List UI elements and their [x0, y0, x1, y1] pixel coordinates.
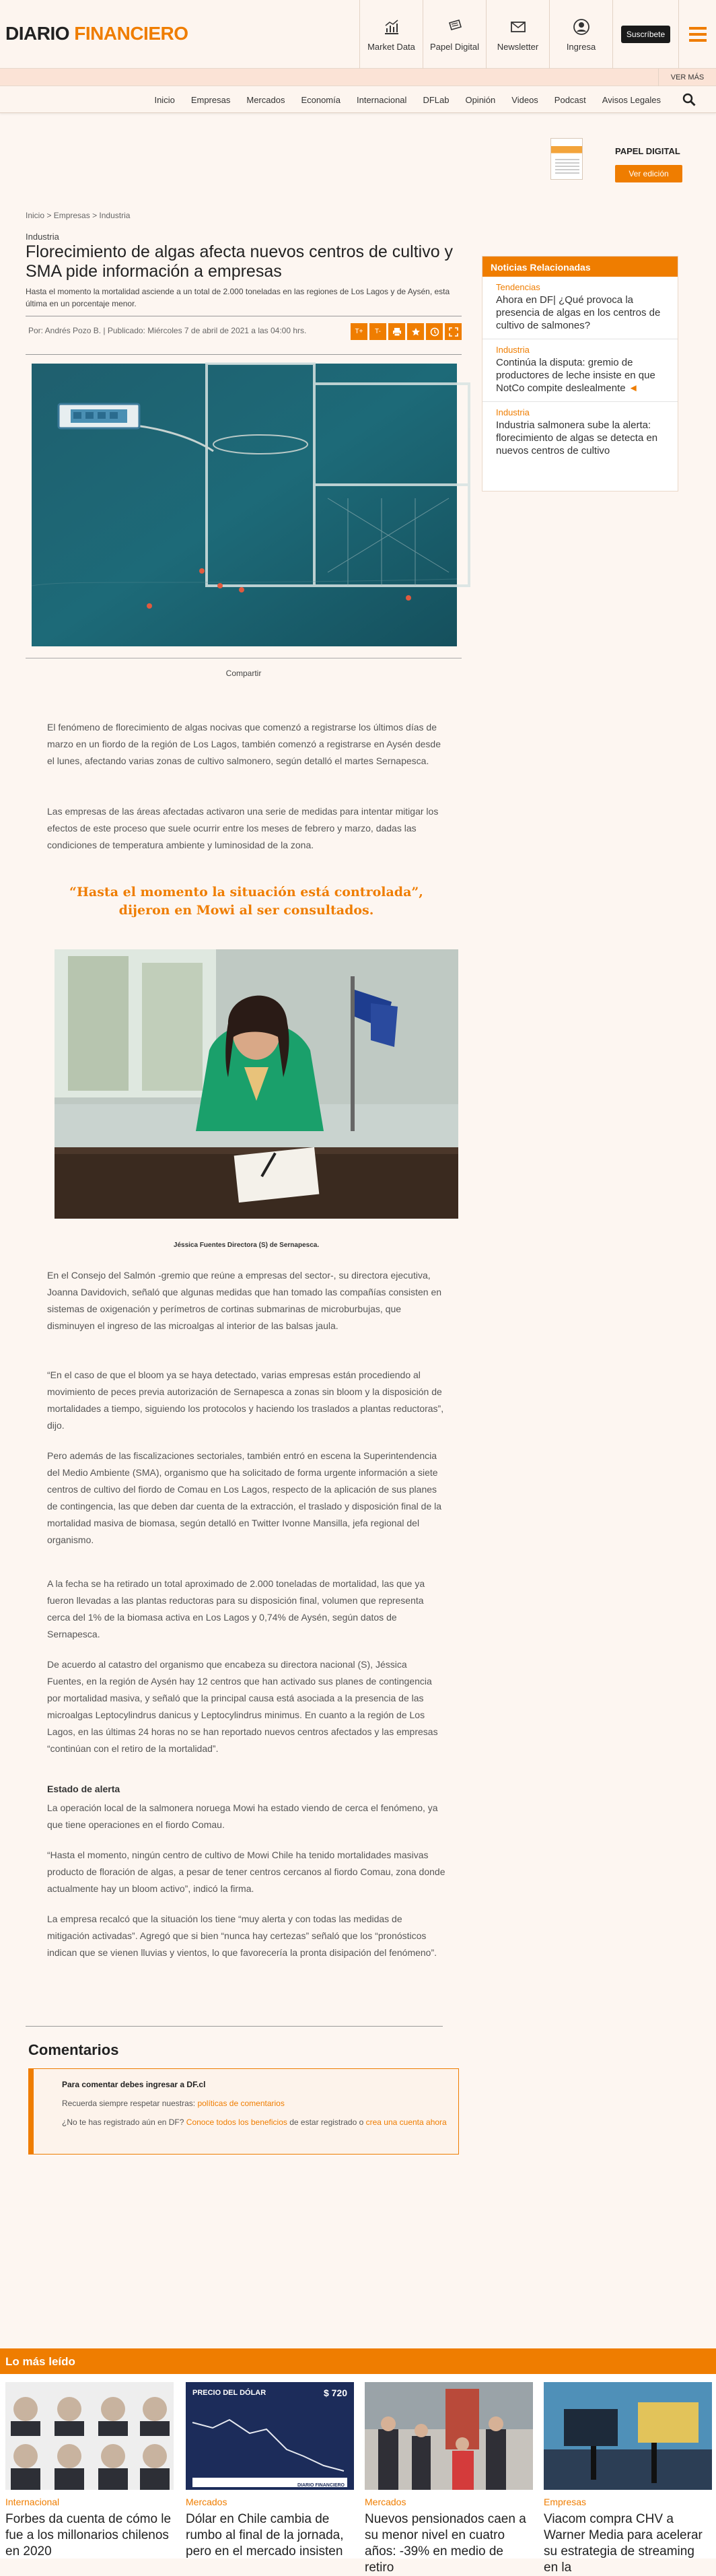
nav-podcast[interactable]: Podcast: [554, 94, 586, 105]
article-photo-director[interactable]: [55, 949, 458, 1219]
subheading-estado-alerta: Estado de alerta: [47, 1784, 120, 1794]
photo-caption: Jéssica Fuentes Directora (S) de Sernapesca.: [173, 1242, 320, 1249]
breadcrumb: Inicio > Empresas > Industria: [26, 211, 131, 220]
most-read-card[interactable]: Internacional Forbes da cuenta de cómo le fue a los millonarios chilenos en 2020: [5, 2382, 174, 2560]
market-data-button[interactable]: Market Data: [359, 0, 423, 69]
clock-icon[interactable]: [426, 323, 443, 340]
chart-label: PRECIO DEL DÓLAR: [192, 2389, 266, 2397]
chart-brand: DIARIO FINANCIERO: [297, 2483, 345, 2488]
article-paragraph: “En el caso de que el bloom ya se haya detectado, varias empresas están procediendo al movimiento de peces previa autorización de Sernapesca a zonas sin bloom y la disposición de mortalidades a tiempo, siguiendo los protocolos y haciendo los traslados a plantas reductoras”, dijo.: [47, 1369, 444, 1431]
article-title: Florecimiento de algas afecta nuevos centros de cultivo y SMA pide información a empresas: [26, 242, 454, 281]
benefits-link[interactable]: Conoce todos los beneficios: [186, 2117, 287, 2127]
most-read-card[interactable]: Mercados Nuevos pensionados caen a su menor nivel en cuatro años: -39% en medio de retiro: [365, 2382, 533, 2576]
secondary-bar: [0, 69, 716, 86]
star-icon[interactable]: [407, 323, 424, 340]
comments-title: Comentarios: [28, 2041, 119, 2058]
breadcrumb-empresas[interactable]: Empresas: [53, 211, 90, 220]
comments-policy-link[interactable]: políticas de comentarios: [197, 2099, 285, 2108]
nav-inicio[interactable]: Inicio: [154, 94, 175, 105]
newspaper-cover-thumbnail[interactable]: [550, 138, 583, 180]
comments-login-box: Para comentar debes ingresar a DF.cl Recuerda siempre respetar nuestras: políticas de comentarios ¿No te has registrado aún en DF? Conoce todos los beneficios de estar registrado o crea una cuenta ahora: [28, 2068, 459, 2155]
nav-videos[interactable]: Videos: [511, 94, 538, 105]
breadcrumb-industria[interactable]: Industria: [99, 211, 131, 220]
nav-opinion[interactable]: Opinión: [465, 94, 496, 105]
article-paragraph: El fenómeno de florecimiento de algas nocivas que comenzó a registrarse los últimos días de marzo en un fiordo de la región de Los Lagos, también comenzó a registrarse en Aysén desde el lunes, afectando varias zonas de cultivo salmonero, según detalló el martes Sernapesca.: [47, 722, 441, 766]
create-account-link[interactable]: crea una cuenta ahora: [365, 2117, 447, 2127]
nav-economia[interactable]: Economía: [301, 94, 341, 105]
tv-studio-image[interactable]: [544, 2382, 712, 2490]
article-paragraph: La operación local de la salmonera noruega Mowi ha estado viendo de cerca el fenómeno, ya que tiene operaciones en el fiordo Comau.: [47, 1802, 438, 1830]
promo-title: PAPEL DIGITAL: [615, 146, 680, 156]
search-icon[interactable]: [682, 93, 696, 106]
article-paragraph: Las empresas de las áreas afectadas activaron una serie de medidas para intentar mitigar los efectos de este proceso que suele ocurrir entre los meses de febrero y marzo, dadas las condiciones de temperatura ambiente y luminosidad de la zona.: [47, 806, 439, 850]
print-icon[interactable]: [388, 323, 405, 340]
font-increase-button[interactable]: T+: [351, 323, 367, 340]
article-tools: [351, 323, 462, 340]
nav-dflab[interactable]: DFLab: [423, 94, 450, 105]
related-item[interactable]: Industria Continúa la disputa: gremio de productores de leche insiste en que NotCo compite deslealmente ◄: [482, 339, 678, 402]
breadcrumb-inicio[interactable]: Inicio: [26, 211, 45, 220]
most-read-card[interactable]: PRECIO DEL DÓLAR $ 720 DIARIO FINANCIERO Mercados Dólar en Chile cambia de rumbo al final de la jornada, pero en el mercado insisten: [186, 2382, 354, 2560]
nav-avisos-legales[interactable]: Avisos Legales: [602, 94, 661, 105]
comments-login-text: Para comentar debes ingresar a DF.cl: [62, 2080, 206, 2089]
newspaper-icon: [445, 18, 464, 36]
share-button[interactable]: Compartir: [225, 669, 262, 678]
article-paragraph: A la fecha se ha retirado un total aproximado de 2.000 toneladas de mortalidad, las que ya fueron llevadas a las plantas reductoras para su disposición final, volumen que representa cerca del 1% de la biomasa activa en Los Lagos y 0,74% de Aysén, según datos de Sernapesca.: [47, 1578, 425, 1639]
nav-internacional[interactable]: Internacional: [356, 94, 407, 105]
article-paragraph: Pero además de las fiscalizaciones sectoriales, también entró en escena la Superintendencia del Medio Ambiente (SMA), organismo que ha solicitado de forma urgente información a siete centros de cultivo del fiordo de Comau en Los Lagos, respecto de la aplicación de sus planes de contingencia, las que deben dar cuenta de la extracción, el traslado y disposición final de la mortalidad masiva de biomasa, según detalló en Twitter Ivonne Mansilla, jefa regional del organismo.: [47, 1450, 442, 1545]
market-chart-icon: [382, 18, 401, 36]
article-paragraph: De acuerdo al catastro del organismo que encabeza su directora nacional (S), Jéssica Fuentes, en la región de Aysén hay 12 centros que han activado sus planes de contingencia por mortalidad masiva, y señaló que la principal causa está asociada a la presencia de las microalgas Leptocylindrus danicus y Leptocylindrus minimus. En cuanto a la región de Los Lagos, en las últimas 24 horas no se han reportado nuevos centros afectados y las empresas “continúan con el retiro de la mortalidad”.: [47, 1659, 438, 1754]
most-read-cards: [0, 2374, 716, 2575]
site-header: [0, 0, 716, 69]
login-button[interactable]: Ingresa: [549, 0, 612, 69]
newsletter-button[interactable]: Newsletter: [486, 0, 549, 69]
article-paragraph: La empresa recalcó que la situación los tiene “muy alerta y con todas las medidas de mitigación activadas”. Agregó que si bien “nunca hay certezas” señaló que los “pronósticos indican que se vienen lluvias y vientos, lo que favorecería la pronta disipación del fenómeno”.: [47, 1913, 437, 1958]
subscribe-button[interactable]: Suscríbete: [621, 26, 670, 43]
most-read-card[interactable]: Empresas Viacom compra CHV a Warner Media para acelerar su estrategia de streaming en la: [544, 2382, 712, 2576]
ver-edicion-button[interactable]: Ver edición: [615, 165, 682, 182]
comments-divider: [26, 2026, 443, 2027]
nav-empresas[interactable]: Empresas: [190, 94, 231, 105]
article-paragraph: “Hasta el momento, ningún centro de cultivo de Mowi Chile ha tenido mortalidades masivas producto de floración de algas, a pesar de tener centros cercanos al fiordo Comau, zona donde actualmente hay un bloom activo”, indicó la firma.: [47, 1850, 445, 1894]
millionaires-collage-image[interactable]: [5, 2382, 174, 2490]
article-section[interactable]: Industria: [26, 232, 59, 242]
expand-icon[interactable]: [445, 323, 462, 340]
byline-bar: [26, 316, 462, 355]
pull-quote: “Hasta el momento la situación está controlada”, dijeron en Mowi al ser consultados.: [69, 885, 423, 918]
envelope-icon: [509, 18, 528, 36]
main-nav: [0, 86, 716, 113]
byline: Por: Andrés Pozo B. | Publicado: Miércoles 7 de abril de 2021 a las 04:00 hrs.: [28, 326, 307, 335]
street-crowd-image[interactable]: [365, 2382, 533, 2490]
ver-mas-button[interactable]: VER MÁS: [658, 69, 716, 86]
article-hero-image[interactable]: [32, 364, 457, 646]
papel-digital-promo: [550, 138, 685, 185]
most-read-header: Lo más leído: [0, 2348, 716, 2374]
related-item[interactable]: Tendencias Ahora en DF| ¿Qué provoca la presencia de algas en los centros de cultivo de salmones?: [482, 277, 678, 339]
site-logo[interactable]: DIARIO FINANCIERO: [5, 23, 188, 44]
hamburger-menu-icon[interactable]: [678, 0, 716, 69]
chart-value: $ 720: [323, 2387, 347, 2398]
article-paragraph: En el Consejo del Salmón -gremio que reúne a empresas del sector-, su directora ejecutiva, Joanna Davidovich, señaló que algunas medidas que han tomado las compañías consisten en sistemas de oxigenación y perímetros de cortinas submarinas de microburbujas, que disminuyen el ingreso de las microalgas al interior de las balsas jaula.: [47, 1270, 442, 1331]
related-news: [482, 256, 678, 492]
related-news-title: Noticias Relacionadas: [482, 257, 678, 277]
dollar-price-chart-image[interactable]: [186, 2382, 354, 2490]
audio-icon: ◄: [628, 382, 639, 394]
user-icon: [572, 18, 591, 36]
related-item[interactable]: Industria Industria salmonera sube la alerta: florecimiento de algas se detecta en nuevos centros de cultivo: [496, 407, 658, 456]
article-lead: Hasta el momento la mortalidad asciende a un total de 2.000 toneladas en las regiones de Los Lagos y de Aysén, esta última en un porcentaje menor.: [26, 287, 450, 308]
font-decrease-button[interactable]: T-: [369, 323, 386, 340]
nav-mercados[interactable]: Mercados: [246, 94, 285, 105]
papel-digital-button[interactable]: Papel Digital: [423, 0, 486, 69]
